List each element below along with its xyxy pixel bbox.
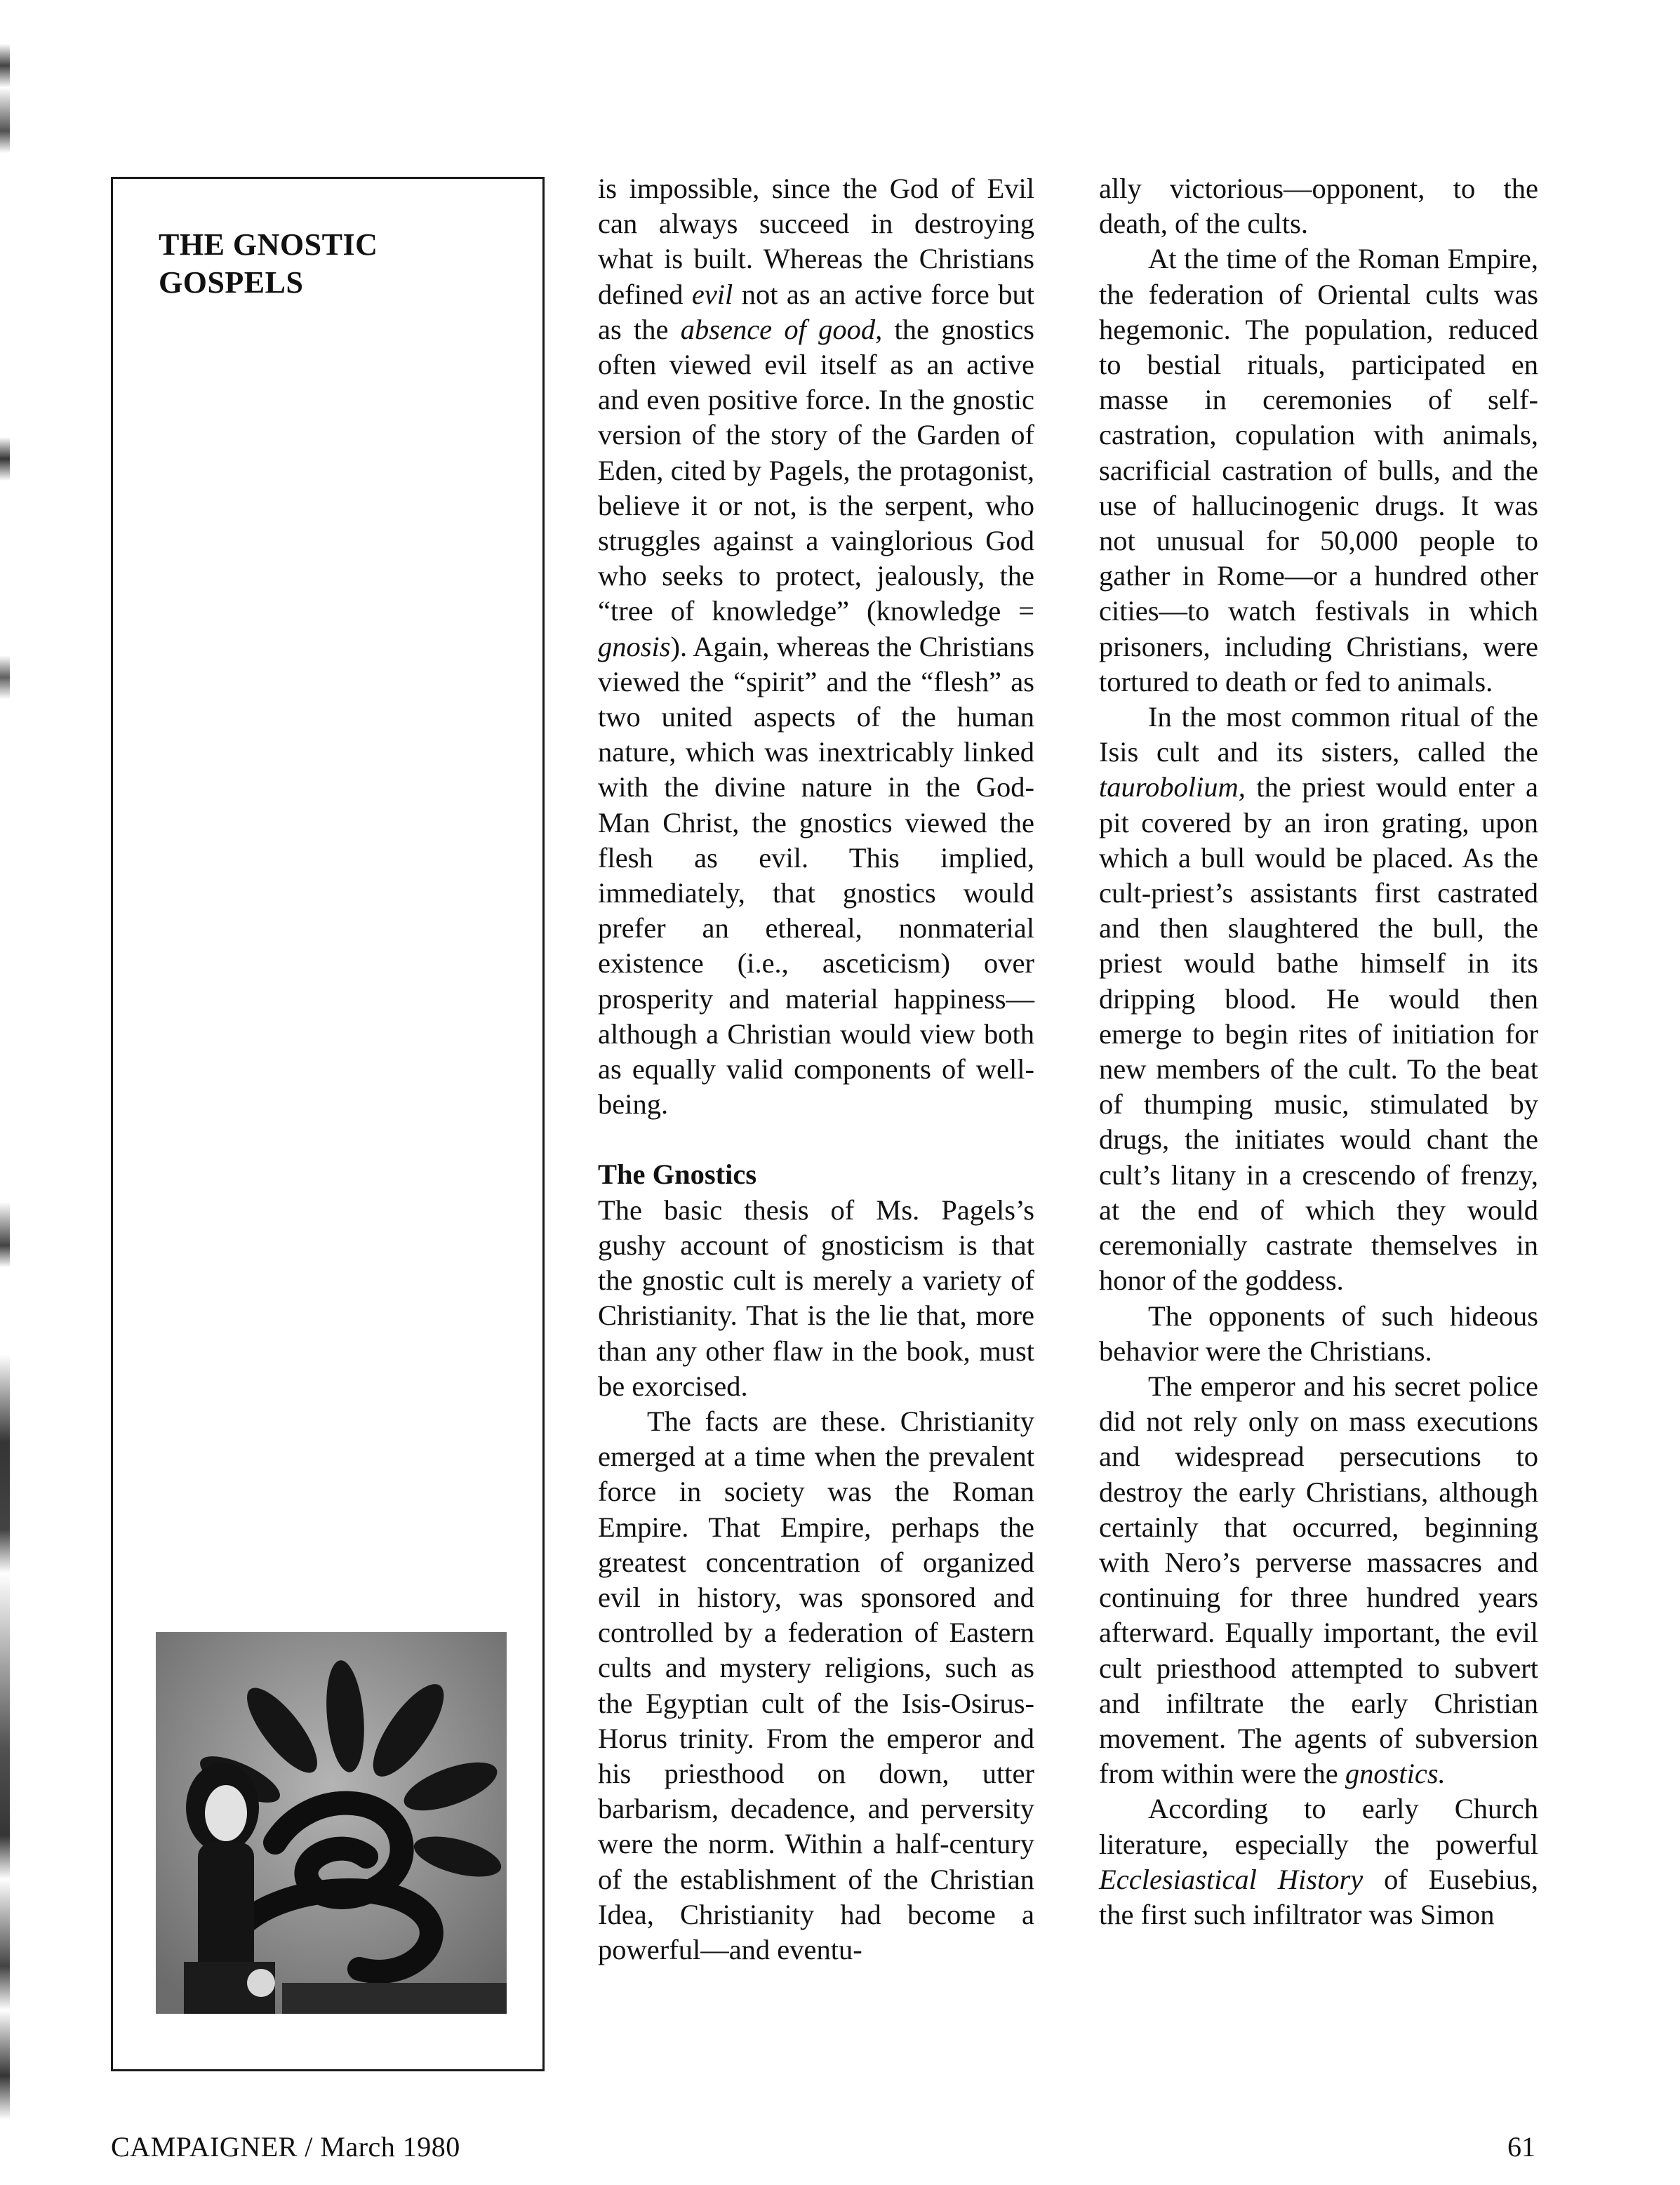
text-run: not as an active force but as the [598,278,1034,345]
text-run: is impossible, since the God of Evil can always succeed in destroying what is built. Whereas the Christians defined [598,173,1034,310]
italic-text: taurobolium, [1099,771,1246,803]
subheading: The Gnostics [598,1158,757,1191]
text-run: The emperor and his secret police did not rely only on mass executions and widespread persecutions to destroy the early Christians, although certainly that occurred, beginning with Nero’s perverse massacres and continuing for three hundred years afterward. Equally important, the evil cult priesthood attempted to subvert and infiltrate the early Christian movement. The agents of subversion from within were the [1099,1370,1538,1790]
italic-text: absence of good, [680,313,883,345]
paragraph [1099,700,1538,1298]
section-title [159,226,467,302]
italic-text: evil [691,278,733,310]
italic-text: gnostics. [1345,1758,1446,1790]
paragraph: The basic thesis of Ms. Pagels’s gushy account of gnosticism is that the gnostic cult is merely a variety of Christianity. That is the lie that, more than any other flaw in the book, must be exorcised. [598,1194,1034,1402]
paragraph: ally victorious—opponent, to the death, of the cults. [1099,173,1538,240]
text-column-1 [598,171,1034,1967]
paragraph [598,171,1034,1122]
italic-text: Ecclesiastical History [1099,1863,1364,1895]
paragraph [1099,1369,1538,1791]
publication-footer: CAMPAIGNER / March 1980 [111,2131,460,2163]
text-run: According to early Church literature, especially the powerful [1099,1793,1538,1860]
paragraph: The facts are these. Christianity emerged at a time when the prevalent force in society was the Roman Empire. That Empire, perhaps the greatest concentration of organized evil in history, was sponsored and controlled by a federation of Eastern cults and mystery religions, such as the Egyptian cult of the Isis-Osirus-Horus trinity. From the emperor and his priesthood on down, utter barbarism, decadence, and perversity were the norm. Within a half-century of the establishment of the Christian Idea, Christianity had become a powerful—and eventu- [598,1405,1034,1965]
text-run: In the most common ritual of the Isis cult and its sisters, called the [1099,701,1538,768]
paragraph [1099,1791,1538,1932]
text-run: ). Again, whereas the Christians viewed the “spirit” and the “flesh” as two united aspects of the human nature, which was inextricably linked with the divine nature in the God-Man Christ, the gnostics viewed the flesh as evil. This implied, immediately, that gnostics would prefer an ethereal, nonmaterial existence (i.e., asceticism) over prosperity and material happiness—although a Christian would view both as equally valid components of well-being. [598,630,1034,1121]
sidebar-photo [156,1632,507,2014]
italic-text: gnosis [598,630,671,662]
paragraph: The opponents of such hideous behavior were the Christians. [1099,1299,1538,1367]
paragraph: At the time of the Roman Empire, the federation of Oriental cults was hegemonic. The population, reduced to bestial rituals, participated en masse in ceremonies of self-castration, copulation with animals, sacrificial castration of bulls, and the use of hallucinogenic drugs. It was not unusual for 50,000 people to gather in Rome—or a hundred other cities—to watch festivals in which prisoners, including Christians, were tortured to death or fed to animals. [1099,243,1538,697]
section-title-line-1: THE GNOSTIC [159,227,378,262]
scanned-binding-edge [0,0,10,2185]
text-run: the priest would enter a pit covered by an iron grating, upon which a bull would be placed. As the cult-priest’s assistants first castrated and then slaughtered the bull, the priest would bathe himself in its dripping blood. He would then emerge to begin rites of initiation for new members of the cult. To the beat of thumping music, stimulated by drugs, the initiates would chant the cult’s litany in a crescendo of frenzy, at the end of which they would ceremonially castrate themselves in honor of the goddess. [1099,771,1538,1297]
section-title-line-2: GOSPELS [159,265,304,300]
text-run: of Eusebius, the first such infiltrator was Simon [1099,1863,1538,1930]
page-number: 61 [1507,2131,1535,2163]
text-run: the gnostics often viewed evil itself as an active and even positive force. In the gnostic version of the story of the Garden of Eden, cited by Pagels, the protagonist, believe it or not, is the serpent, who struggles against a vainglorious God who seeks to protect, jealously, the “tree of knowledge” (knowledge = [598,313,1035,627]
text-column-2 [1099,171,1538,1932]
